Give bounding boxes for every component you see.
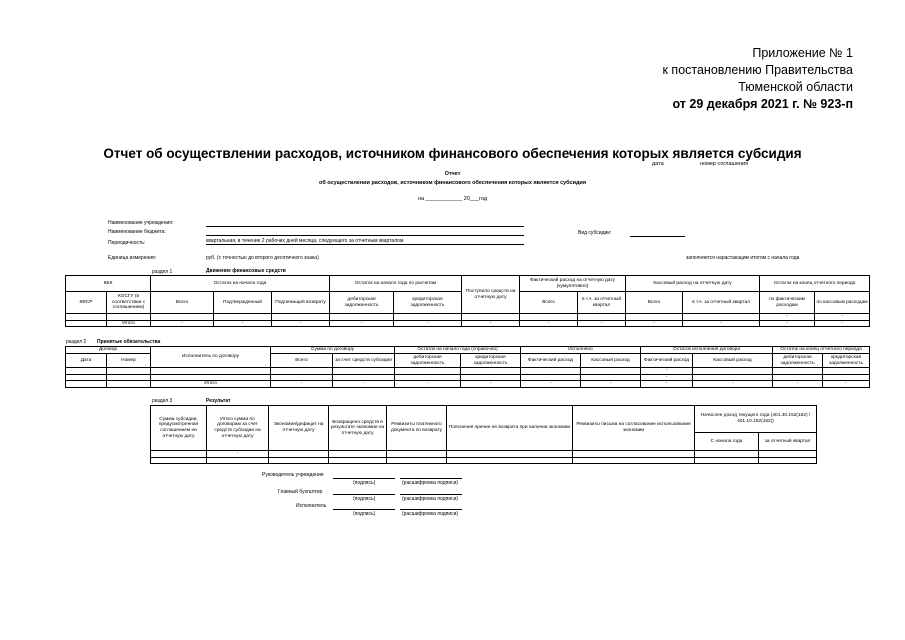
s2-c-fact2: Фактический расход [641,354,693,368]
s2-h-start: Остаток на начало года (справочно) [395,347,521,354]
s1-dash: - [462,320,520,327]
s2-h-contract: Договор [66,347,151,354]
unit-value: руб. (с точностью до второго десятичного знака) [206,255,319,261]
s2-dash: - [641,381,693,388]
s3-c2: Итого сумма по договорам за счет средств субсидии на отчетную дату [207,406,269,451]
periodicity-line [206,244,524,245]
s1-dash: - [815,314,870,321]
s2-total-label: Итого [151,381,271,388]
s2-h-end: Остаток на конец отчетного периода [773,347,870,354]
section3-table [150,405,817,464]
header-date-label: дата [652,161,664,167]
report-subtitle: об осуществлении расходов, источником финансового обеспечения которых является субсидия [318,180,587,186]
sig-head-decode-line [400,478,462,479]
s2-dash: - [461,381,521,388]
s1-c-total3: Всего [626,292,683,314]
s2-c-debit: дебиторская задолженность [395,354,461,368]
appendix-line2: к постановлению Правительства [662,63,853,77]
section3-title: Результат [206,398,231,404]
s1-total-label: Итого [107,320,151,327]
s3-c8: Начислен доход текущего года (401.40.152(162) / 401.10.152(162)) [695,406,817,433]
s2-dash: - [333,381,395,388]
s2-dash: - [641,368,693,375]
s2-h-executed: Исполнено [521,347,641,354]
sig-accountant-decode-caption: (расшифровка подписи) [402,496,459,502]
sig-accountant-sign-line [333,494,395,495]
s2-c-credit: кредиторская задолженность [461,354,521,368]
report-on-date: на ____________ 20___год [417,196,488,202]
s2-c-cash: Кассовый расход [581,354,641,368]
appendix-line4: от 29 декабря 2021 г. № 923-п [672,97,853,111]
sig-accountant-decode-line [400,494,462,495]
s1-h-cash: Кассовый расход на отчетную дату [626,276,760,292]
s2-h-remaining: Остаток исполнения договора [641,347,773,354]
s2-h-sum: Сумма по договору [271,347,395,354]
s2-dash: - [773,381,823,388]
s2-c-fact: Фактический расход [521,354,581,368]
s1-h-start-settle: Остаток на начало года по расчетам [330,276,462,292]
s2-c-date: Дата [66,354,107,368]
budget-label: Наименование бюджета: [108,229,166,235]
s1-c-quarter2: в т.ч. за отчетный квартал [683,292,760,314]
subsidy-type-line [630,236,685,237]
appendix-line3: Тюменской области [738,80,853,94]
s3-c8a: С начала года [695,433,759,451]
periodicity-value: квартальная, в течение 2 рабочих дней месяца, следующего за отчетным кварталом [206,238,404,244]
section2-title: Принятые обязательства [97,339,161,345]
s2-dash: - [693,381,773,388]
s3-c5: Реквизиты платежного документа по возврату [387,406,447,451]
institution-label: Наименование учреждения: [108,220,174,226]
s1-dash: - [626,320,683,327]
section2-table [65,346,870,388]
s1-h-start-year: Остаток на начало года [151,276,330,292]
sig-head-decode-caption: (расшифровка подписи) [402,480,459,486]
s1-c-fact: по фактическим расходам [760,292,815,314]
sig-executor-decode-line [400,509,462,510]
s1-c-total: Всего [151,292,214,314]
s1-h-end: Остаток на конец отчетного периода [760,276,870,292]
appendix-block [662,45,853,113]
s3-c4: Возвращено средств в результате экономии на отчетную дату [329,406,387,451]
s1-c-credit: кредиторская задолженность [394,292,462,314]
s1-dash: - [760,320,815,327]
s1-dash: - [214,320,272,327]
s1-h-actual: Фактический расход на отчетную дату (кумулятивно) [520,276,626,292]
sig-head-sign-caption: (подпись) [353,480,376,486]
s2-c-credit2: кредиторская задолженность [823,354,870,368]
s2-dash: - [521,381,581,388]
sig-head-label: Руководитель учреждения [262,472,324,478]
sig-executor-label: Исполнитель [296,503,327,509]
s3-c7: Реквизиты письма на согласование использования экономии [573,406,695,451]
s2-h-executor: Исполнитель по договору [151,347,271,368]
unit-label: Единица измерения: [108,255,157,261]
s3-c1: Сумма субсидии, предусмотренная соглашением на отчетную дату [151,406,207,451]
section1-label: раздел 1 [152,269,173,275]
subsidy-type-label: Вид субсидии: [578,230,612,236]
s1-dash: - [330,320,394,327]
sig-accountant-sign-caption: (подпись) [353,496,376,502]
section1-title: Движение финансовых средств [206,268,286,274]
s1-c-kfsr: КФСР [66,292,107,314]
s1-dash: - [272,320,330,327]
s2-dash: - [581,381,641,388]
s3-c3: Экономия/дефицит на отчетную дату [269,406,329,451]
s1-h-kbk: КБК [66,276,151,292]
s1-dash: - [683,320,760,327]
sig-executor-decode-caption: (расшифровка подписи) [402,511,459,517]
s1-c-cashexp: по кассовым расходам [815,292,870,314]
sig-executor-sign-line [333,509,395,510]
unit-note: заполняется нарастающим итогом с начала года [686,255,800,261]
s2-c-subsidy: за счет средств субсидии [333,354,395,368]
report-word: Отчет [444,171,461,177]
s3-c6: Пояснения причин не возврата при наличии экономии [447,406,573,451]
s3-dash: - [207,451,269,458]
section3-label: раздел 3 [152,398,173,404]
s1-c-debit: дебиторская задолженность [330,292,394,314]
s2-dash: - [823,381,870,388]
s1-dash: - [520,320,578,327]
s2-dash: - [271,381,333,388]
section2-label: раздел 2 [66,339,87,345]
main-title: Отчет об осуществлении расходов, источником финансового обеспечения которых является субсидия [103,146,802,161]
institution-line [206,226,524,227]
s1-c-confirmed: Подтвержденный [214,292,272,314]
s1-dash: - [578,320,626,327]
s2-c-debit2: дебиторская задолженность [773,354,823,368]
s2-c-total: Всего [271,354,333,368]
s2-dash: - [395,381,461,388]
s2-c-cash2: Кассовый расход [693,354,773,368]
sig-head-sign-line [333,478,395,479]
s1-dash: - [815,320,870,327]
header-agreement-label: номер соглашения [700,161,749,167]
sig-accountant-label: Главный бухгалтер [278,489,323,495]
budget-line [206,235,524,236]
periodicity-label: Периодичность: [108,240,146,246]
s1-dash: - [394,320,462,327]
s2-dash: - [641,374,693,381]
s3-c8b: за отчетный квартал [759,433,817,451]
s1-dash: - [151,320,214,327]
s1-c-total2: Всего [520,292,578,314]
appendix-line1: Приложение № 1 [752,46,853,60]
section1-table [65,275,870,327]
sig-executor-sign-caption: (подпись) [353,511,376,517]
s1-c-refund: Подлежащий возврату [272,292,330,314]
s1-h-received: Поступило средств на отчетную дату [462,276,520,314]
s1-c-kosgu: КОСГУ (в соответствии с соглашением) [107,292,151,314]
s2-c-number: Номер [107,354,151,368]
s1-dash: - [760,314,815,321]
s1-c-quarter: в т.ч. за отчетный квартал [578,292,626,314]
